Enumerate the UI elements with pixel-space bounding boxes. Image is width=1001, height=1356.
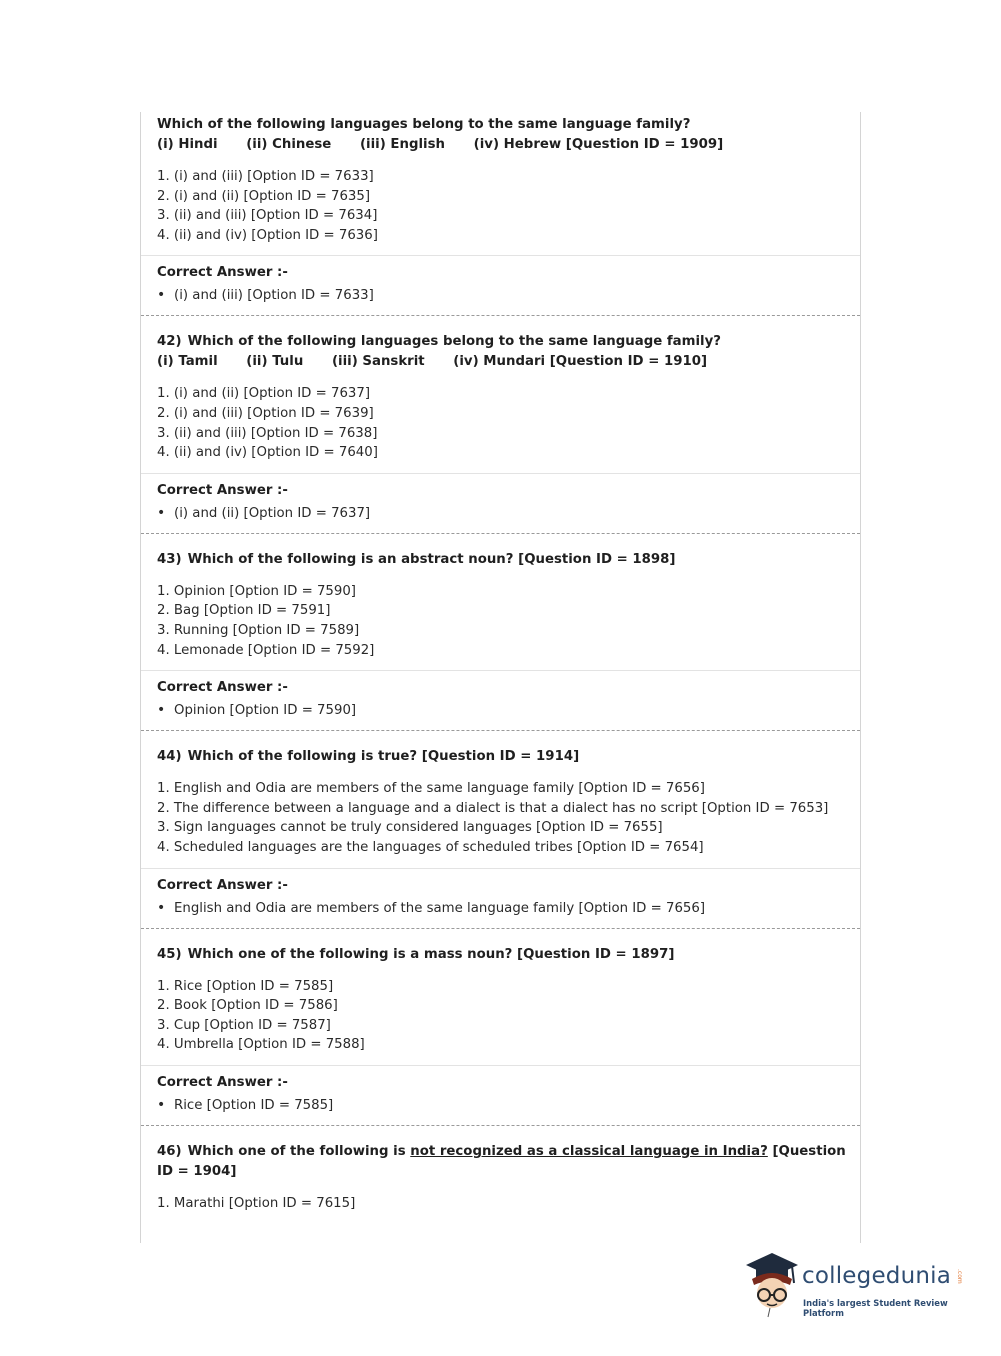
question-number: 45) bbox=[157, 946, 182, 962]
correct-answer-label: Correct Answer :- bbox=[157, 482, 288, 498]
collegedunia-logo bbox=[742, 1249, 972, 1319]
correct-answer-label: Correct Answer :- bbox=[157, 680, 288, 696]
sub-item: (i) Tamil bbox=[157, 354, 218, 370]
question-title: Which of the following languages belong to the same language family? bbox=[157, 117, 691, 132]
bullet-icon: • bbox=[157, 287, 166, 304]
answer-section bbox=[141, 474, 860, 533]
option-item: 4. Scheduled languages are the languages of scheduled tribes [Option ID = 7654] bbox=[157, 839, 704, 855]
options-list bbox=[157, 1194, 846, 1214]
sub-item: (ii) Chinese bbox=[246, 137, 332, 152]
logo-dotcom: .com bbox=[956, 1269, 963, 1284]
sub-item: (i) Hindi bbox=[157, 137, 218, 152]
correct-answer-text: English and Odia are members of the same language family [Option ID = 7656] bbox=[174, 900, 706, 916]
option-item: 2. The difference between a language and a dialect is that a dialect has no script [Option ID = 7653] bbox=[157, 800, 829, 816]
question-section bbox=[141, 112, 860, 256]
options-list bbox=[157, 582, 846, 660]
question-block-46 bbox=[141, 1126, 860, 1224]
question-section bbox=[141, 731, 860, 868]
correct-answer-text: (i) and (iii) [Option ID = 7633] bbox=[174, 288, 374, 304]
bullet-icon: • bbox=[157, 1096, 166, 1113]
correct-answer bbox=[157, 897, 846, 920]
option-item: 3. Sign languages cannot be truly considered languages [Option ID = 7655] bbox=[157, 820, 663, 836]
correct-answer bbox=[157, 284, 846, 307]
option-item: 1. (i) and (iii) [Option ID = 7633] bbox=[157, 169, 374, 184]
answer-section bbox=[141, 869, 860, 928]
question-number: 46) bbox=[157, 1143, 182, 1159]
question-sub-items bbox=[157, 352, 846, 372]
bullet-icon: • bbox=[157, 899, 166, 916]
sub-item: (iii) Sanskrit bbox=[331, 354, 425, 370]
question-section bbox=[141, 534, 860, 671]
question-text: Which one of the following is bbox=[187, 1143, 411, 1159]
option-item: 3. Cup [Option ID = 7587] bbox=[157, 1017, 331, 1033]
answer-section bbox=[141, 1066, 860, 1125]
question-section bbox=[141, 1126, 860, 1224]
question-block-41 bbox=[141, 112, 860, 316]
options-list bbox=[157, 384, 846, 462]
question-paper bbox=[140, 112, 861, 1243]
correct-answer-label: Correct Answer :- bbox=[157, 1074, 288, 1090]
question-section bbox=[141, 929, 860, 1066]
options-list bbox=[157, 167, 846, 245]
option-item: 1. (i) and (ii) [Option ID = 7637] bbox=[157, 386, 371, 402]
option-item: 1. Opinion [Option ID = 7590] bbox=[157, 583, 356, 599]
correct-answer-text: Opinion [Option ID = 7590] bbox=[174, 703, 357, 719]
option-item: 2. (i) and (iii) [Option ID = 7639] bbox=[157, 405, 374, 421]
question-text: Which one of the following is a mass noun? [Question ID = 1897] bbox=[187, 946, 675, 962]
correct-answer-label: Correct Answer :- bbox=[157, 877, 288, 893]
question-title bbox=[157, 550, 846, 570]
logo-tagline: India's largest Student Review Platform bbox=[803, 1298, 948, 1318]
question-section bbox=[141, 316, 860, 473]
question-text: Which of the following is an abstract noun? [Question ID = 1898] bbox=[187, 551, 676, 567]
question-text: Which of the following languages belong to the same language family? bbox=[187, 334, 721, 350]
option-item: 2. Bag [Option ID = 7591] bbox=[157, 603, 331, 619]
option-item: 4. Umbrella [Option ID = 7588] bbox=[157, 1037, 365, 1053]
option-item: 1. Rice [Option ID = 7585] bbox=[157, 978, 334, 994]
answer-section bbox=[141, 256, 860, 315]
question-number: 42) bbox=[157, 334, 182, 350]
option-item: 3. (ii) and (iii) [Option ID = 7634] bbox=[157, 208, 378, 224]
question-block-45 bbox=[141, 929, 860, 1126]
correct-answer-text: (i) and (ii) [Option ID = 7637] bbox=[174, 505, 371, 521]
question-text: Which of the following is true? [Question ID = 1914] bbox=[187, 749, 580, 765]
mascot-icon bbox=[742, 1249, 800, 1319]
sub-item: (iii) English bbox=[359, 137, 445, 152]
option-item: 4. Lemonade [Option ID = 7592] bbox=[157, 642, 375, 658]
sub-item: (iv) Hebrew [Question ID = 1909] bbox=[473, 137, 724, 152]
options-list bbox=[157, 977, 846, 1055]
question-text-underlined: not recognized as a classical language in India? bbox=[410, 1143, 768, 1159]
question-block-44 bbox=[141, 731, 860, 928]
question-id: [Question ID = 1904] bbox=[157, 1143, 846, 1179]
option-item: 4. (ii) and (iv) [Option ID = 7636] bbox=[157, 227, 378, 243]
question-title bbox=[157, 332, 846, 352]
option-item: 1. English and Odia are members of the same language family [Option ID = 7656] bbox=[157, 781, 705, 797]
question-block-43 bbox=[141, 534, 860, 731]
question-number: 44) bbox=[157, 749, 182, 765]
option-item: 2. Book [Option ID = 7586] bbox=[157, 998, 338, 1014]
logo-wordmark: collegedunia bbox=[802, 1263, 952, 1289]
correct-answer bbox=[157, 502, 846, 525]
correct-answer-text: Rice [Option ID = 7585] bbox=[174, 1097, 334, 1113]
bullet-icon: • bbox=[157, 504, 166, 521]
option-item: 2. (i) and (ii) [Option ID = 7635] bbox=[157, 188, 371, 204]
question-title bbox=[157, 945, 846, 965]
question-number: 43) bbox=[157, 551, 182, 567]
sub-item: (ii) Tulu bbox=[246, 354, 304, 370]
option-item: 1. Marathi [Option ID = 7615] bbox=[157, 1195, 356, 1211]
answer-section bbox=[141, 671, 860, 730]
correct-answer bbox=[157, 699, 846, 722]
correct-answer bbox=[157, 1094, 846, 1117]
option-item: 4. (ii) and (iv) [Option ID = 7640] bbox=[157, 445, 378, 461]
question-title bbox=[157, 1142, 846, 1182]
question-block-42 bbox=[141, 316, 860, 533]
option-item: 3. Running [Option ID = 7589] bbox=[157, 622, 360, 638]
question-title bbox=[157, 747, 846, 767]
option-item: 3. (ii) and (iii) [Option ID = 7638] bbox=[157, 425, 378, 441]
bullet-icon: • bbox=[157, 702, 166, 719]
question-sub-items bbox=[157, 135, 846, 155]
correct-answer-label: Correct Answer :- bbox=[157, 265, 288, 281]
options-list bbox=[157, 779, 846, 857]
sub-item: (iv) Mundari [Question ID = 1910] bbox=[453, 354, 708, 370]
